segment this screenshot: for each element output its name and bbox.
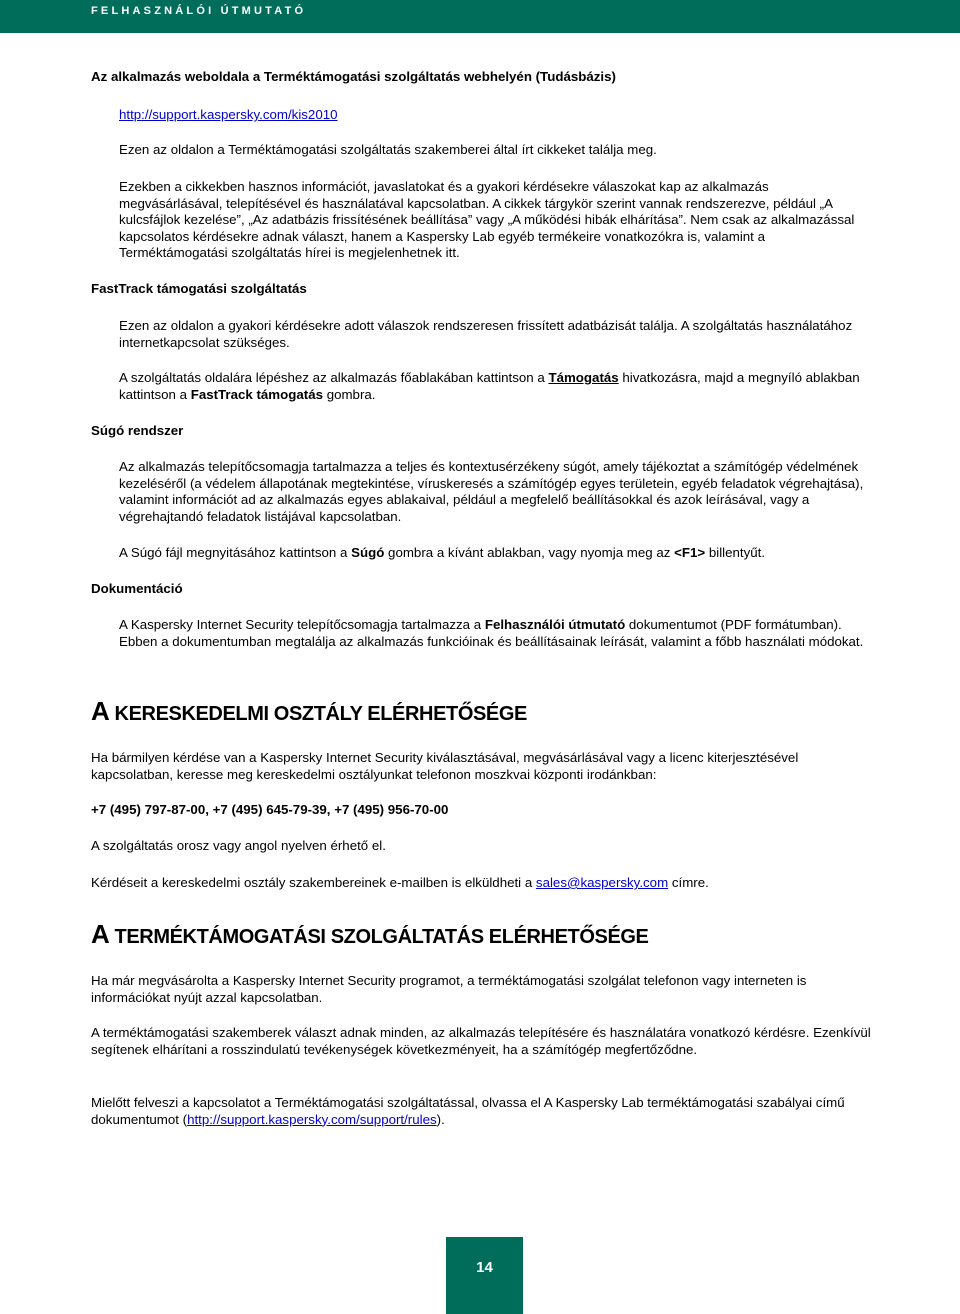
- sales-paragraph-3: Kérdéseit a kereskedelmi osztály szakembereinek e-mailben is elküldheti a sales@kaspersky.com címre.: [91, 875, 709, 890]
- kb-heading: Az alkalmazás weboldala a Terméktámogatási szolgáltatás webhelyén (Tudásbázis): [91, 69, 616, 84]
- docs-heading: Dokumentáció: [91, 581, 183, 596]
- kb-paragraph-2: Ezekben a cikkekben hasznos információt, javaslatokat és a gyakori kérdésekre válaszokat kap az alkalmazás megvásárlásával, telepítésével és használatával kapcsolatban. A cikkek tárgykör szerint vannak rendszerezve, például „A kulcsfájlok kezelése”, „Az adatbázis frissítésének beállítása” vagy „A működési hibák elhárítása”. Nem csak az alkalmazással kapcsolatos kérdésekre adnak választ, hanem a Kaspersky Lab egyéb termékeire vonatkozókra is, valamint a Terméktámogatási szolgáltatás hírei is megjelenhetnek itt.: [119, 179, 855, 260]
- support-link[interactable]: Támogatás: [548, 370, 619, 385]
- help-paragraph-2: A Súgó fájl megnyitásához kattintson a Súgó gombra a kívánt ablakban, vagy nyomja meg az <F1> billentyűt.: [119, 545, 766, 560]
- support-section-title: A TERMÉKTÁMOGATÁSI SZOLGÁLTATÁS ELÉRHETŐSÉGE: [91, 919, 649, 949]
- fasttrack-paragraph-2: A szolgáltatás oldalára lépéshez az alkalmazás főablakában kattintson a Támogatás hivatkozásra, majd a megnyíló ablakban kattintson a FastTrack támogatás gombra.: [119, 370, 860, 402]
- fasttrack-heading: FastTrack támogatási szolgáltatás: [91, 281, 307, 296]
- document-title: FELHASZNÁLÓI ÚTMUTATÓ: [91, 5, 307, 17]
- sales-section-title: A KERESKEDELMI OSZTÁLY ELÉRHETŐSÉGE: [91, 696, 527, 726]
- support-paragraph-1: Ha már megvásárolta a Kaspersky Internet Security programot, a terméktámogatási szolgálat telefonon vagy interneten is információkat nyújt azzal kapcsolatban.: [91, 973, 807, 1005]
- docs-paragraph-1: A Kaspersky Internet Security telepítőcsomagja tartalmazza a Felhasználói útmutató dokumentumot (PDF formátumban). Ebben a dokumentumban megtalálja az alkalmazás funkcióinak és beállításainak leírását, valamint a főbb használati módokat.: [119, 617, 864, 649]
- sales-paragraph-2: A szolgáltatás orosz vagy angol nyelven érhető el.: [91, 838, 386, 853]
- user-guide-name: Felhasználói útmutató: [484, 617, 626, 632]
- support-rules-link[interactable]: http://support.kaspersky.com/support/rules: [187, 1111, 437, 1127]
- fasttrack-button-name: FastTrack támogatás: [190, 386, 323, 402]
- page-number-tab: [446, 1237, 523, 1314]
- kb-paragraph-1: Ezen az oldalon a Terméktámogatási szolgáltatás szakemberei által írt cikkeket találja meg.: [119, 142, 657, 157]
- running-header: [0, 0, 960, 33]
- sales-paragraph-1: Ha bármilyen kérdése van a Kaspersky Internet Security kiválasztásával, megvásárlásával vagy a licenc kiterjesztésével kapcsolatban, keresse meg kereskedelmi osztályunkat telefonon moszkvai központi irodánkban:: [91, 750, 799, 782]
- support-paragraph-3: Mielőtt felveszi a kapcsolatot a Terméktámogatási szolgáltatással, olvassa el A Kaspersky Lab terméktámogatási szabályai című dokumentumot (http://support.kaspersky.com/support/rules).: [91, 1095, 845, 1127]
- page-number: 14: [476, 1259, 493, 1276]
- help-button-name: Súgó: [351, 545, 385, 560]
- sales-email-link[interactable]: sales@kaspersky.com: [535, 875, 669, 890]
- help-paragraph-1: Az alkalmazás telepítőcsomagja tartalmazza a teljes és kontextusérzékeny súgót, amely tájékoztat a számítógép védelmének kezeléséről (a védelem állapotának megtekintése, víruskeresés a számítógép egyes területein, egyéb feladatok végrehajtása), valamint információt ad az alkalmazás egyes ablakaival, például a megfelelő beállításokkal és azok leírásával, vagy a végrehajtandó feladatok listájával kapcsolatban.: [119, 459, 864, 524]
- kb-url-line: [119, 107, 871, 124]
- f1-key: <F1>: [674, 545, 706, 560]
- fasttrack-paragraph-1: Ezen az oldalon a gyakori kérdésekre adott válaszok rendszeresen frissített adatbázisát találja. A szolgáltatás használatához internetkapcsolat szükséges.: [119, 318, 853, 350]
- help-heading: Súgó rendszer: [91, 423, 184, 438]
- support-paragraph-2: A terméktámogatási szakemberek választ adnak minden, az alkalmazás telepítésére és használatára vonatkozó kérdésre. Ezenkívül segítenek elhárítani a rosszindulatú tevékenységek következményeit, ha a számítógép megfertőződne.: [91, 1025, 871, 1057]
- kb-url-link[interactable]: http://support.kaspersky.com/kis2010: [119, 107, 338, 122]
- sales-phone-numbers: +7 (495) 797-87-00, +7 (495) 645-79-39, +7 (495) 956-70-00: [91, 802, 449, 817]
